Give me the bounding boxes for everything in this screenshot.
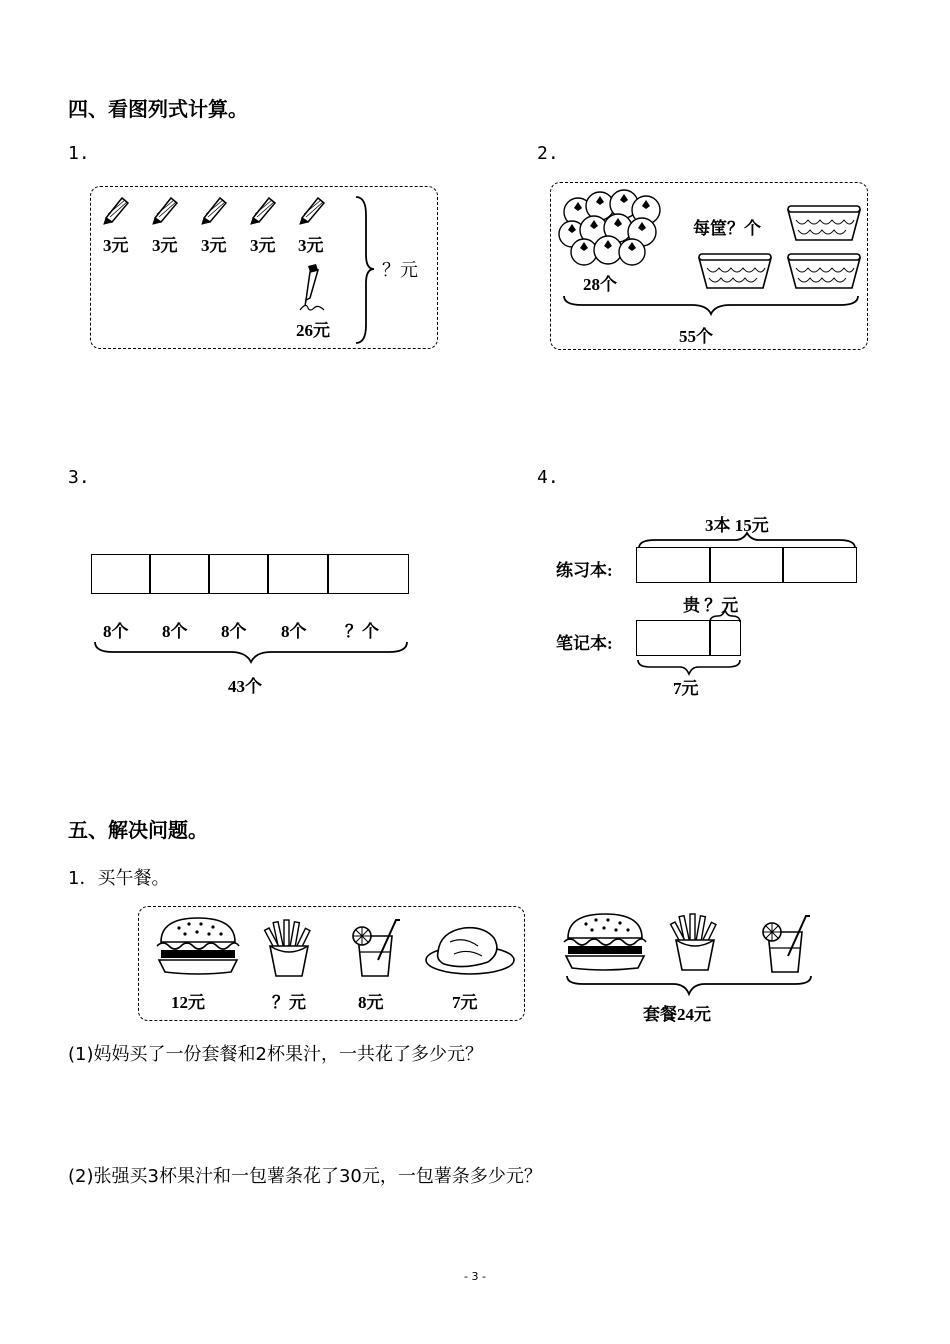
pencil-price-3: 3元 [201,236,227,255]
notebook-extra-price: 7元 [673,679,699,698]
fries-icon [262,918,316,978]
apple-count: 28个 [583,275,617,294]
bottom-brace [562,294,860,316]
segment-label-4: 8个 [281,622,307,641]
question-1: (1)妈妈买了一份套餐和2杯果汁，一共花了多少元？ [68,1044,483,1065]
difference-label: 贵 ？元 [683,596,739,615]
juice-price: 8元 [358,993,384,1012]
section-5-title: 五、解决问题。 [68,818,208,842]
basket-icon [786,204,862,244]
chicken-icon [424,922,516,976]
exercise-book-total: 3本 15元 [705,516,769,535]
chicken-price: 7元 [452,993,478,1012]
segment-label-1: 8个 [103,622,129,641]
pencil-icon [153,198,177,224]
segment-box [709,547,784,583]
pencil-icon [300,198,324,224]
pencil-icon [202,198,226,224]
pencil-price-1: 3元 [103,236,129,255]
pencil-icon [104,198,128,224]
basket-icon [786,252,862,292]
combo-hamburger-icon [562,910,652,974]
hamburger-price: 12元 [171,993,205,1012]
segment-box [327,554,409,594]
segment-box [208,554,269,594]
pencil-price-2: 3元 [152,236,178,255]
pen-price: 26元 [296,321,330,340]
section-4-title: 四、看图列式计算。 [68,97,248,121]
pencil-icons [100,192,340,224]
segment-label-5: ？个 [345,622,379,641]
apple-pile [558,190,668,270]
problem-title-lunch: 1．买午餐。 [68,868,170,889]
combo-brace [565,974,815,996]
problem-3-total: 43个 [228,677,262,696]
segment-box [636,547,711,583]
basket-icon [697,252,773,292]
hamburger-icon [155,914,241,978]
bottom-brace [93,640,409,664]
segment-box [267,554,329,594]
pen-icon [296,262,332,314]
combo-price: 套餐24元 [643,1005,711,1024]
segment-label-2: 8个 [162,622,188,641]
problem-3-number: 3. [68,467,90,488]
segment-box [709,620,741,656]
segment-box [636,620,711,656]
pencil-icon [251,198,275,224]
question-2: (2)张强买3杯果汁和一包薯条花了30元，一包薯条多少元？ [68,1166,542,1187]
problem-1-total: ？元 [382,260,418,281]
pencil-price-4: 3元 [250,236,276,255]
fries-price: ？元 [272,993,306,1012]
problem-1-number: 1. [68,143,90,164]
juice-icon [352,916,402,978]
row-label-exercise-book: 练习本: [556,561,613,580]
pencil-price-5: 3元 [298,236,324,255]
per-basket-label: 每筐？个 [693,219,761,238]
segment-box [149,554,210,594]
segment-label-3: 8个 [221,622,247,641]
segment-box [91,554,151,594]
problem-2-total: 55个 [679,327,713,346]
right-brace [352,195,378,345]
combo-juice-icon [762,912,814,974]
problem-2-number: 2. [537,143,559,164]
combo-fries-icon [668,912,724,974]
problem-4-number: 4. [537,467,559,488]
page-number: - 3 - [464,1270,486,1283]
segment-box [782,547,857,583]
row-label-notebook: 笔记本: [556,634,613,653]
